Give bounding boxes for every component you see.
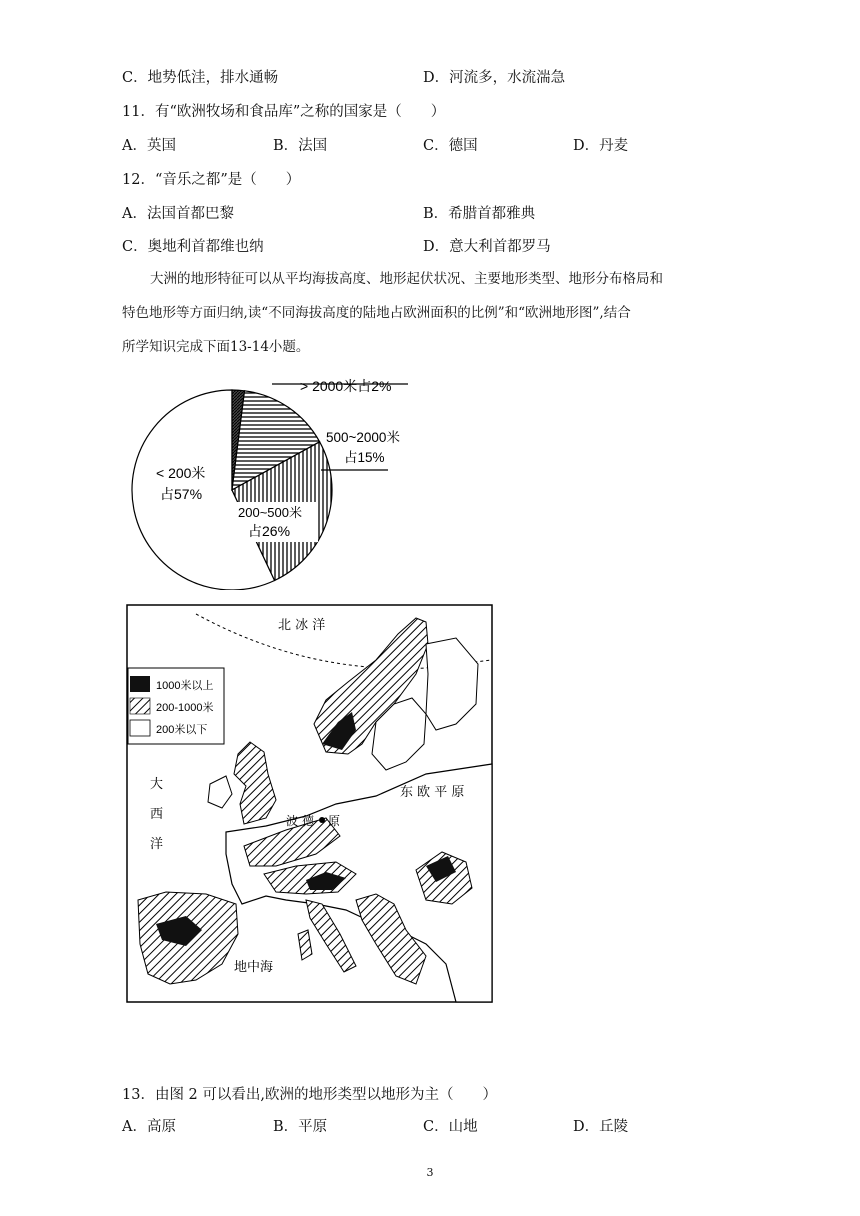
q11-option-b: B．法国	[273, 138, 328, 154]
q10-option-d: D．河流多，水流湍急	[423, 70, 566, 86]
q11-option-d: D．丹麦	[573, 138, 629, 154]
map-legend	[128, 668, 224, 744]
pie-label-low-pct: 占57%	[160, 486, 203, 502]
pie-label-high: 500~2000米	[326, 430, 400, 445]
elevation-pie-chart	[126, 368, 426, 590]
pie-label-mid-pct: 占26%	[248, 523, 291, 539]
q12-option-c: C．奥地利首都维也纳	[122, 239, 264, 255]
q13-option-d: D．丘陵	[573, 1119, 629, 1135]
label-atlantic-3: 洋	[150, 837, 164, 852]
legend-label-low: 200米以下	[156, 724, 208, 736]
europe-terrain-map	[126, 604, 494, 1004]
q11-option-c: C．德国	[423, 138, 478, 154]
pie-label-low: < 200米	[156, 465, 206, 481]
q12-option-a: A．法国首都巴黎	[122, 206, 234, 222]
label-polish-1: 波	[286, 814, 299, 828]
pie-label-mid: 200~500米	[238, 505, 302, 520]
legend-label-mid: 200-1000米	[156, 702, 214, 714]
q13-option-c: C．山地	[423, 1119, 478, 1135]
intro-line-1: 大洲的地形特征可以从平均海拔高度、地形起伏状况、主要地形类型、地形分布格局和	[150, 271, 663, 287]
intro-paragraph	[122, 262, 750, 364]
label-polish-2: 德	[302, 814, 315, 828]
pie-label-high-pct: 占15%	[344, 450, 385, 465]
legend-swatch-mid	[130, 698, 150, 714]
city-dot	[319, 817, 325, 823]
label-atlantic-1: 大	[150, 777, 164, 792]
label-atlantic-2: 西	[150, 807, 164, 822]
page-number: 3	[426, 1166, 434, 1179]
q11-stem: 11．有“欧洲牧场和食品库”之称的国家是（ ）	[122, 104, 446, 120]
q12-option-d: D．意大利首都罗马	[423, 239, 551, 255]
label-mediterranean: 地中海	[234, 960, 274, 975]
label-polish-3: 原	[328, 814, 341, 828]
q11-option-a: A．英国	[122, 138, 176, 154]
q12-stem: 12．“音乐之都”是（ ）	[122, 172, 301, 188]
intro-line-2: 特色地形等方面归纳,读“不同海拔高度的陆地占欧洲面积的比例”和“欧洲地形图”,结合	[122, 305, 631, 321]
q13-option-b: B．平原	[273, 1119, 328, 1135]
intro-line-3: 所学知识完成下面13-14小题。	[122, 339, 310, 355]
q13-stem: 13．由图 2 可以看出,欧洲的地形类型以地形为主（ ）	[122, 1087, 498, 1103]
legend-swatch-high	[130, 676, 150, 692]
label-east-european-plain: 东 欧 平 原	[400, 785, 465, 800]
label-arctic-ocean: 北 冰 洋	[278, 618, 326, 633]
legend-swatch-low	[130, 720, 150, 736]
pie-label-top: > 2000米占2%	[300, 378, 392, 394]
legend-label-high: 1000米以上	[156, 680, 214, 692]
q13-option-a: A．高原	[122, 1119, 176, 1135]
q10-option-c: C．地势低洼，排水通畅	[122, 70, 279, 86]
q12-option-b: B．希腊首都雅典	[423, 206, 536, 222]
